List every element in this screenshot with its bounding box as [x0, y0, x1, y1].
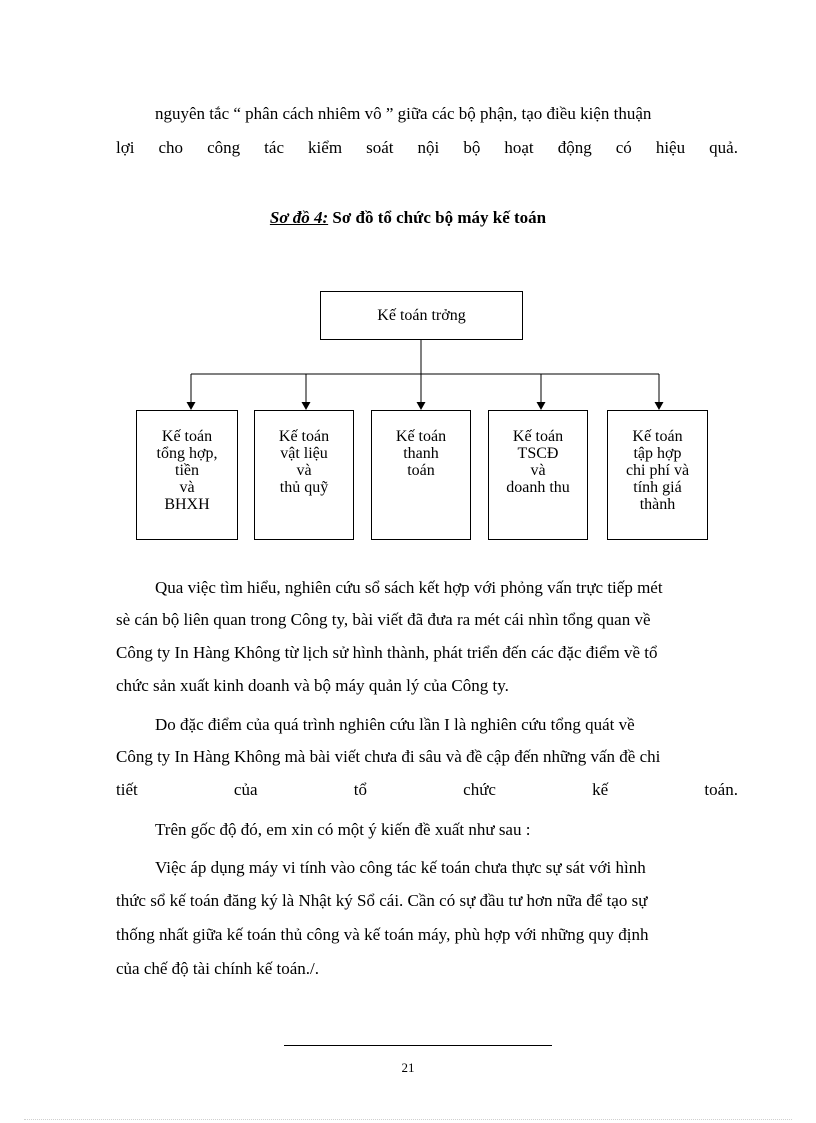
- child-5-line: tập hợp: [633, 445, 682, 462]
- paragraph-5-line-2: thức sổ kế toán đăng ký là Nhật ký Sổ cái. Cần có sự đầu tư hơn nữa để tạo sự: [116, 891, 648, 910]
- paragraph-3-line-3-word: toán.: [704, 780, 738, 799]
- child-box-2: [254, 410, 354, 540]
- child-2-line: thủ quỹ: [279, 479, 329, 496]
- paragraph-2-line-1: Qua việc tìm hiểu, nghiên cứu sổ sách kết hợp với phỏng vấn trực tiếp mét: [155, 578, 663, 597]
- child-1-line: tổng hợp,: [156, 445, 218, 462]
- paragraph-2-line-4: chức sản xuất kinh doanh và bộ máy quản lý của Công ty.: [116, 676, 509, 695]
- root-label: Kế toán trởng: [377, 307, 466, 324]
- footer-rule: [284, 1045, 552, 1046]
- paragraph-3-line-3: [116, 780, 738, 800]
- paragraph-1-line-2-word: nội: [417, 138, 440, 157]
- paragraph-1-line-2-word: tác: [264, 138, 284, 157]
- paragraph-1-line-2-word: cho: [158, 138, 184, 157]
- child-5-line: Kế toán: [632, 428, 683, 445]
- paragraph-1-line-2-word: hoạt: [504, 138, 534, 157]
- paragraph-5-line-3: thống nhất giữa kế toán thủ công và kế toán máy, phù hợp với những quy định: [116, 925, 649, 944]
- child-1-line: tiền: [175, 462, 199, 479]
- child-2-line: Kế toán: [278, 428, 330, 445]
- child-3-line: thanh: [403, 445, 439, 462]
- paragraph-1-line-2-word: soát: [366, 138, 394, 157]
- paragraph-1-line-2-word: hiệu: [655, 138, 686, 157]
- paragraph-3-line-3-word: tiết: [116, 780, 138, 799]
- paragraph-1-line-2-word: bộ: [463, 138, 481, 157]
- paragraph-1-line-2-word: quả.: [709, 138, 738, 157]
- child-4-line: và: [530, 462, 546, 479]
- child-1-line: Kế toán: [161, 428, 213, 445]
- branch-arrows: [187, 374, 664, 410]
- child-2-line: vật liệu: [280, 445, 328, 462]
- child-4-line: doanh thu: [506, 479, 570, 496]
- paragraph-1-line-2-word: công: [207, 138, 241, 157]
- paragraph-2-line-3: Công ty In Hàng Không từ lịch sử hình thành, phát triển đến các đặc điểm về tổ: [116, 643, 658, 662]
- child-5-line: thành: [639, 496, 676, 513]
- diagram-title-lead: Sơ đồ 4:: [269, 208, 329, 227]
- child-3-line: Kế toán: [395, 428, 447, 445]
- page-edge-dotted-line: [24, 1119, 792, 1120]
- child-box-4: [488, 410, 588, 540]
- paragraph-3-line-2: Công ty In Hàng Không mà bài viết chưa đi sâu và đề cập đến những vấn đề chi: [116, 747, 661, 766]
- child-5-line: tính giá: [633, 479, 682, 496]
- child-box-1: [136, 410, 238, 540]
- child-5-line: chi phí và: [625, 462, 690, 479]
- paragraph-4-line-1: Trên gốc độ đó, em xin có một ý kiến đề xuất như sau :: [155, 820, 531, 839]
- paragraph-3-line-3-word: chức: [463, 780, 496, 799]
- paragraph-1-line-2-word: động: [557, 138, 592, 157]
- child-3-line: toán: [407, 462, 435, 479]
- paragraph-1-line-2-word: lợi: [116, 138, 135, 157]
- paragraph-1-line-1: nguyên tắc “ phân cách nhiêm vô ” giữa các bộ phận, tạo điều kiện thuận: [155, 104, 652, 123]
- paragraph-1-line-2-word: kiểm: [308, 138, 343, 157]
- diagram-title-text: Sơ đồ tổ chức bộ máy kế toán: [328, 208, 547, 227]
- paragraph-5-line-4: của chế độ tài chính kế toán./.: [116, 959, 319, 978]
- child-box-5: [607, 410, 708, 540]
- root-box: [320, 291, 523, 340]
- child-1-line: BHXH: [164, 496, 210, 513]
- page-number: 21: [401, 1060, 415, 1075]
- child-2-line: và: [296, 462, 312, 479]
- paragraph-2-line-2: sè cán bộ liên quan trong Công ty, bài viết đã đưa ra mét cái nhìn tổng quan về: [116, 610, 651, 629]
- paragraph-1-line-2-word: có: [615, 138, 632, 157]
- child-4-line: Kế toán: [512, 428, 564, 445]
- paragraph-3-line-1: Do đặc điểm của quá trình nghiên cứu lần I là nghiên cứu tổng quát về: [155, 715, 635, 734]
- paragraph-5-line-1: Việc áp dụng máy vi tính vào công tác kế toán chưa thực sự sát với hình: [155, 858, 646, 877]
- child-1-line: và: [179, 479, 195, 496]
- paragraph-3-line-3-word: của: [233, 780, 258, 799]
- paragraph-3-line-3-word: tổ: [353, 780, 367, 799]
- paragraph-3-line-3-word: kế: [592, 780, 609, 799]
- child-box-3: [371, 410, 471, 540]
- child-4-line: TSCĐ: [517, 445, 559, 462]
